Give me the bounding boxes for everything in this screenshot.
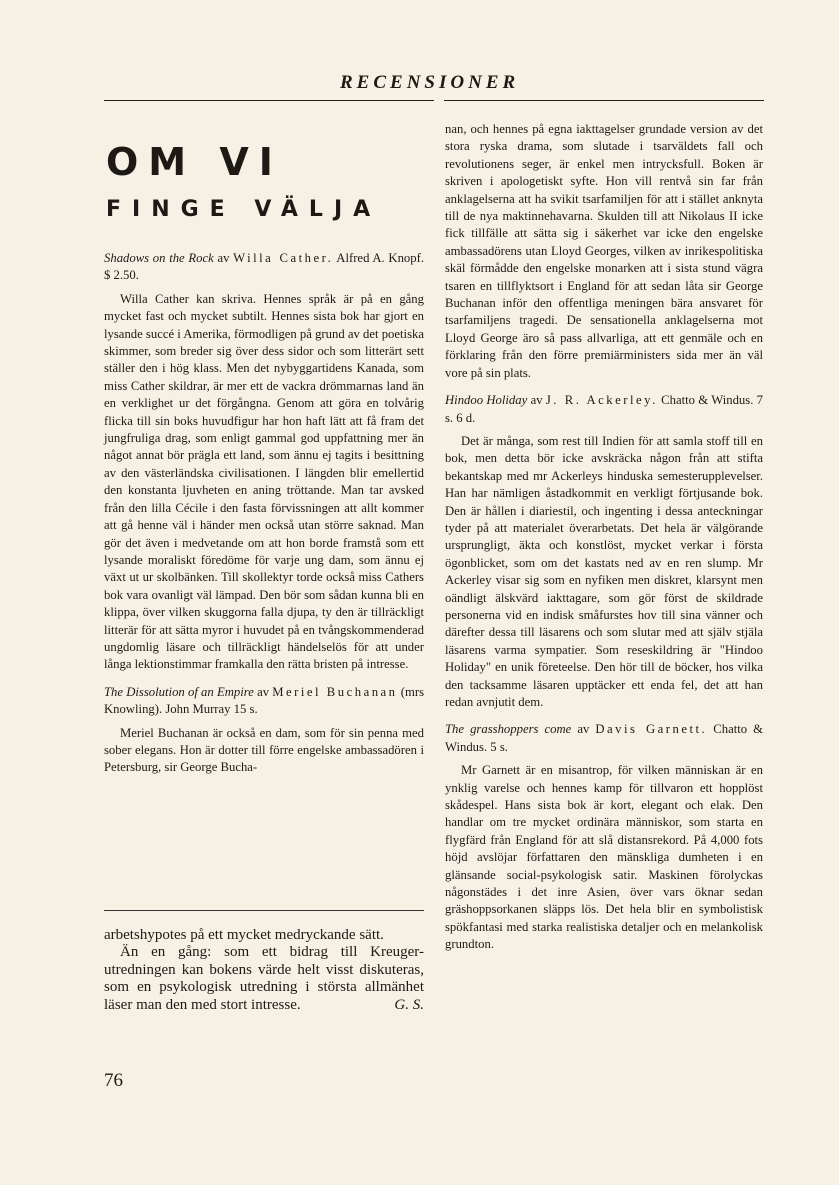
review4-text: Mr Garnett är en misantrop, för vilken människan är en ynklig varelse och hennes kamp för tillvaron ett hopplöst skådespel. Hans sista bok är kort, elegant och elak. Den handlar om tre mycket ordinära människor, som starta en flygfärd från England för att slå distansrekord. På 4,000 fots höjd avslöjar författaren den mänskliga dumheten i en glänsande social-psykologisk satir. Maskinen förolyckas någonstädes i det inre Asien, över vars öknar sedan gräshoppsorkanen släpps lös. Det hela blir en symbolistisk spökfantasi med starka realistiska detaljer och en melankolisk grundton. [445,763,763,952]
review4-citation: The grasshoppers come av Davis Garnett. Chatto & Windus. 5 s. [445,722,764,754]
left-column [104,250,424,777]
header-rule-right [444,100,764,101]
review2-text-right: nan, och hennes på egna iakttagelser grundade version av det stora ryska drama, som slutade i tsarväldets fall och revolutionens seger, är enkel men intrycksfull. Boken är skriven i apologetiskt syfte. Hon vill rentvå sin far från anklagelserna att ha svikit tsarfamiljen för att i stället anknyta till de nya maktinnehavarna. Skulden till att Nikolaus II icke fick tillfälle att sätta sig i säkerhet var icke den engelske ambassadörens utan Lloyd Georges, vilken av inrikespolitiska skäl förmådde den engelske monarken att i sista stund vägra tsaren en tillflyktsort i England för att sedan låta sir George Buchanan inför den offentliga meningen bära ansvaret för tsarfamiljens tragedi. De sensationella anklagelserna mot Lloyd George äro så pass allvarliga, att ett genmäle och en förklaring från den förre premiärministers sida mer än väl vore på sin plats. [445,122,763,380]
review1-text: Willa Cather kan skriva. Hennes språk är på en gång mycket fast och mycket subtilt. Hennes sista bok har gjort en lysande succé i Amerika, förmodligen på grund av det poetiska skimmer, som breder sig över dess sidor och som litterärt sett ställer den i hög klass. Men det nybyggartidens Kanada, som miss Cather skildrar, är mer ett de vackra drömmarnas land än en verklighet ur det förgångna. Genom att göra en tolvårig flicka till sin boks huvudfigur har hon haft lätt att få fram det jungfruliga drag, som enligt gammal god uppfattning mer än något annat bör prägla ett land, som ännu ej tagits i besittning av den västerländska civilisationen. I längden blir emellertid den konstanta ljuvheten en aning tröttande. Man tar avsked från den lilla Cécile i den fasta förvissningen att allt kommer att gå henne väl i händer men också utan större saknad. Man gör det även i medvetande om att hon borde framstå som ett lysande moraliskt föredöme för varje ung dam, som ännu ej växt ut ur skolbänken. Till skollektyr torde också miss Cathers bok vara ovanligt väl lämpad. Den bör som sådan kunna bli en klippa, över vilken skuggorna falla djupa, ty den är tillräckligt litterär för att sätta myror i huvudet på en tvångskommenderad ungdomlig läsare och tillräckligt händelselös för att under långa lektionstimmar framkalla den rätta bristen på intresse. [104,291,424,672]
right-column [445,121,763,954]
review1-citation: Shadows on the Rock av Willa Cather. Alfred A. Knopf. $ 2.50. [104,251,425,283]
column-divider-rule [104,910,424,911]
review2-text-left: Meriel Buchanan är också en dam, som för sin penna med sober elegans. Hon är dotter till förre engelske ambassadören i Petersburg, sir George Bucha- [104,725,424,775]
article-title-line1: OM VI [106,140,283,184]
header-rule-left [104,100,434,101]
review3-text: Det är många, som rest till Indien för att samla stoff till en bok, men detta bör icke avskräcka någon från att stifta bekantskap med mr Ackerleys hinduska semesterupplevelser. Han har nämligen åstadkommit en verkligt förtjusande bok. Den är hållen i diariestil, och ingenting i dessa anteckningar tyder på att materialet överarbetats. Det hela är välgörande ursprungligt, äkta och konstlöst, mycket verkar i första ögonblicket, som om det kastats ned av en ren slump. Mr Ackerley visar sig som en nyfiken men diskret, klarsynt men oändligt älskvärd iakttagare, som gör först de skildrade personerna vid en indisk småfurstes hov till sina vänner och därefter dessa till läsarens och som slutar med att själv stjäla läsarens varma sympatier. Som reseskildring är "Hindoo Holiday" en unik företeelse. Den hör till de böcker, hos vilka den tacksamme läsaren upptäcker ett enda fel, det att han redan avnjutit dem. [445,433,763,709]
previous-article-continuation: arbetshypotes på ett mycket medryckande sätt. Än en gång: som ett bidrag till Kreuger-utredningen kan bokens värde helt visst diskuteras, som en psykologisk utredning i största allmänhet läser man den med stort intresse. G. S. [104,927,424,1013]
article-title-line2: FINGE VÄLJA [106,197,382,222]
review3-citation: Hindoo Holiday av J. R. Ackerley. Chatto & Windus. 7 s. 6 d. [445,393,764,425]
section-header: RECENSIONER [340,72,520,93]
signature: G. S. [394,996,424,1013]
review2-citation: The Dissolution of an Empire av Meriel Buchanan (mrs Knowling). John Murray 15 s. [104,684,425,717]
page-number: 76 [104,1070,123,1091]
